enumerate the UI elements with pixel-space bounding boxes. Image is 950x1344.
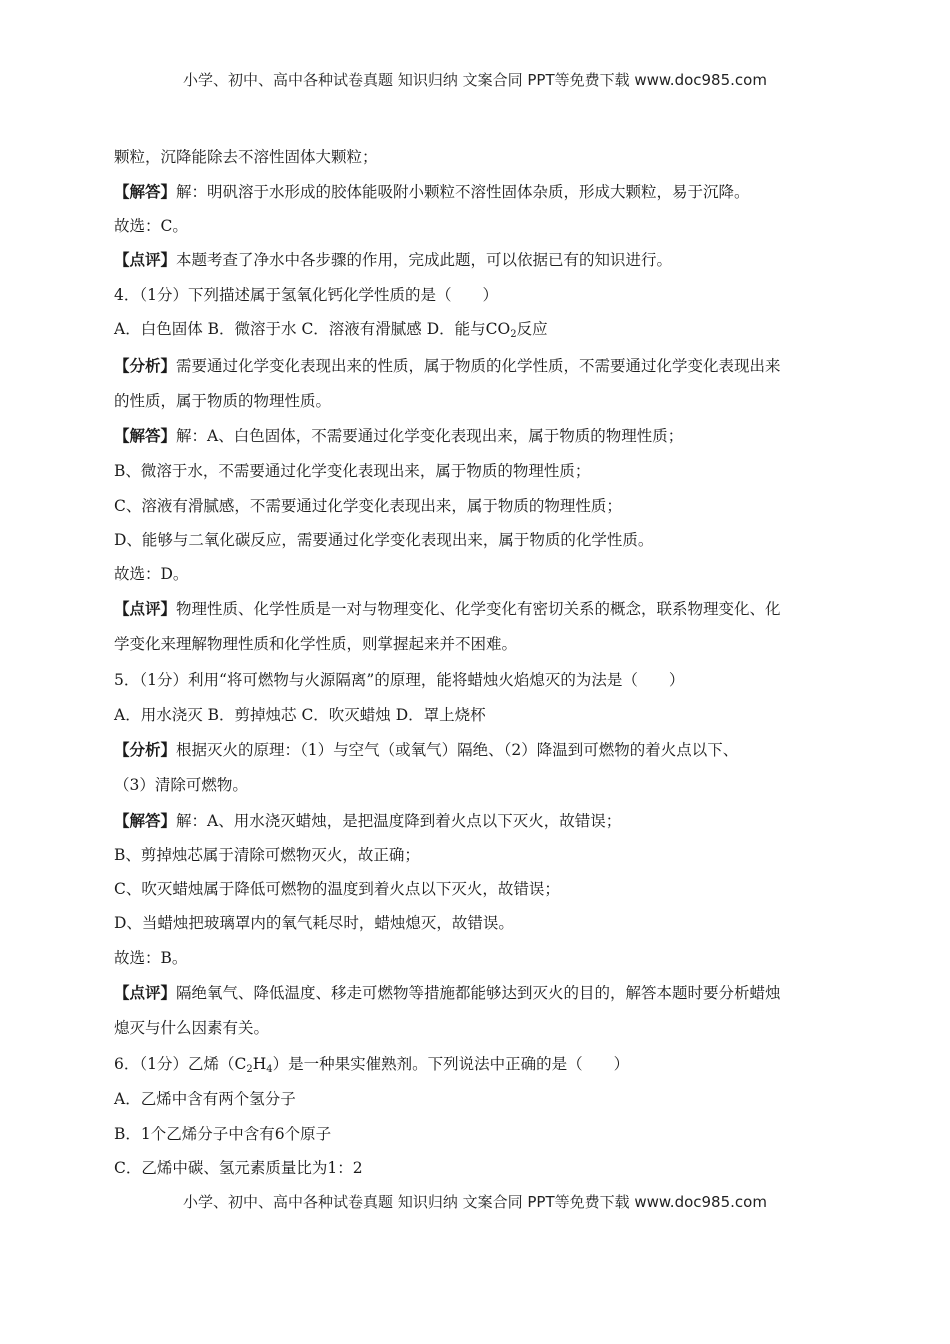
- formula-text: H: [252, 1055, 267, 1073]
- text-line: B、微溶于水，不需要通过化学变化表现出来，属于物质的物理性质；: [114, 462, 591, 480]
- comment-line: [114, 983, 781, 1003]
- text-line: （3）清除可燃物。: [114, 776, 248, 794]
- comment-line: [114, 250, 672, 270]
- text-line: B、剪掉烛芯属于清除可燃物灭火，故正确；: [114, 846, 420, 864]
- analysis-text: 根据灭火的原理：（1）与空气（或氧气）隔绝、（2）降温到可燃物的着火点以下、: [176, 741, 739, 759]
- choice-result: 故选：C。: [114, 217, 188, 235]
- question-text: 6．（1分）乙烯（C: [114, 1055, 247, 1073]
- analysis-tag: 【分析】: [114, 740, 177, 759]
- comment-tag: 【点评】: [114, 983, 177, 1002]
- text-line: D、能够与二氧化碳反应，需要通过化学变化表现出来，属于物质的化学性质。: [114, 531, 654, 549]
- option-a: A．乙烯中含有两个氢分子: [114, 1090, 296, 1108]
- comment-text: 本题考查了净水中各步骤的作用，完成此题，可以依据已有的知识进行。: [176, 251, 673, 269]
- comment-tag: 【点评】: [114, 599, 177, 618]
- choice-result: 故选：B。: [114, 949, 188, 967]
- comment-tag: 【点评】: [114, 250, 177, 269]
- page-header: 小学、初中、高中各种试卷真题 知识归纳 文案合同 PPT等免费下载 www.doc985.com: [183, 71, 767, 89]
- subscript: 2: [246, 1064, 253, 1075]
- answer-line: [114, 811, 621, 831]
- text-line: C、溶液有滑腻感，不需要通过化学变化表现出来，属于物质的物理性质；: [114, 497, 622, 515]
- question-4-options: [114, 319, 548, 339]
- subscript: 4: [266, 1064, 273, 1075]
- option-c: C．乙烯中碳、氢元素质量比为1：2: [114, 1159, 363, 1177]
- analysis-text: 需要通过化学变化表现出来的性质，属于物质的化学性质，不需要通过化学变化表现出来: [176, 357, 781, 375]
- answer-text: 解：明矾溶于水形成的胶体能吸附小颗粒不溶性固体杂质，形成大颗粒，易于沉降。: [176, 183, 750, 201]
- page-footer: 小学、初中、高中各种试卷真题 知识归纳 文案合同 PPT等免费下载 www.doc985.com: [183, 1193, 767, 1211]
- text-line: 颗粒，沉降能除去不溶性固体大颗粒；: [114, 148, 378, 166]
- analysis-tag: 【分析】: [114, 356, 177, 375]
- question-text-end: ）是一种果实催熟剂。下列说法中正确的是（ ）: [272, 1055, 630, 1073]
- question-5: 5．（1分）利用“将可燃物与火源隔离”的原理，能将蜡烛火焰熄灭的为法是（ ）: [114, 671, 685, 689]
- answer-tag: 【解答】: [114, 182, 177, 201]
- subscript: 2: [510, 329, 517, 340]
- answer-text: 解：A、用水浇灭蜡烛，是把温度降到着火点以下灭火，故错误；: [176, 812, 622, 830]
- answer-text: 解：A、白色固体，不需要通过化学变化表现出来，属于物质的物理性质；: [176, 427, 684, 445]
- options-text: A．白色固体 B．微溶于水 C．溶液有滑腻感 D．能与CO: [114, 320, 511, 338]
- text-line: C、吹灭蜡烛属于降低可燃物的温度到着火点以下灭火，故错误；: [114, 880, 560, 898]
- text-line: 学变化来理解物理性质和化学性质，则掌握起来并不困难。: [114, 635, 518, 653]
- answer-line: [114, 182, 750, 202]
- question-6: [114, 1054, 629, 1074]
- answer-line: [114, 426, 683, 446]
- text-line: D、当蜡烛把玻璃罩内的氧气耗尽时，蜡烛熄灭，故错误。: [114, 914, 514, 932]
- question-5-options: A．用水浇灭 B．剪掉烛芯 C．吹灭蜡烛 D．罩上烧杯: [114, 706, 486, 724]
- question-4: 4．（1分）下列描述属于氢氧化钙化学性质的是（ ）: [114, 286, 498, 304]
- comment-text: 物理性质、化学性质是一对与物理变化、化学变化有密切关系的概念，联系物理变化、化: [176, 600, 781, 618]
- text-line: 的性质，属于物质的物理性质。: [114, 392, 332, 410]
- comment-text: 隔绝氧气、降低温度、移走可燃物等措施都能够达到灭火的目的，解答本题时要分析蜡烛: [176, 984, 781, 1002]
- text-line: 熄灭与什么因素有关。: [114, 1019, 270, 1037]
- analysis-line: [114, 356, 781, 376]
- comment-line: [114, 599, 781, 619]
- answer-tag: 【解答】: [114, 426, 177, 445]
- answer-tag: 【解答】: [114, 811, 177, 830]
- option-b: B．1个乙烯分子中含有6个原子: [114, 1125, 332, 1143]
- options-text-end: 反应: [516, 320, 548, 338]
- analysis-line: [114, 740, 738, 760]
- choice-result: 故选：D。: [114, 565, 189, 583]
